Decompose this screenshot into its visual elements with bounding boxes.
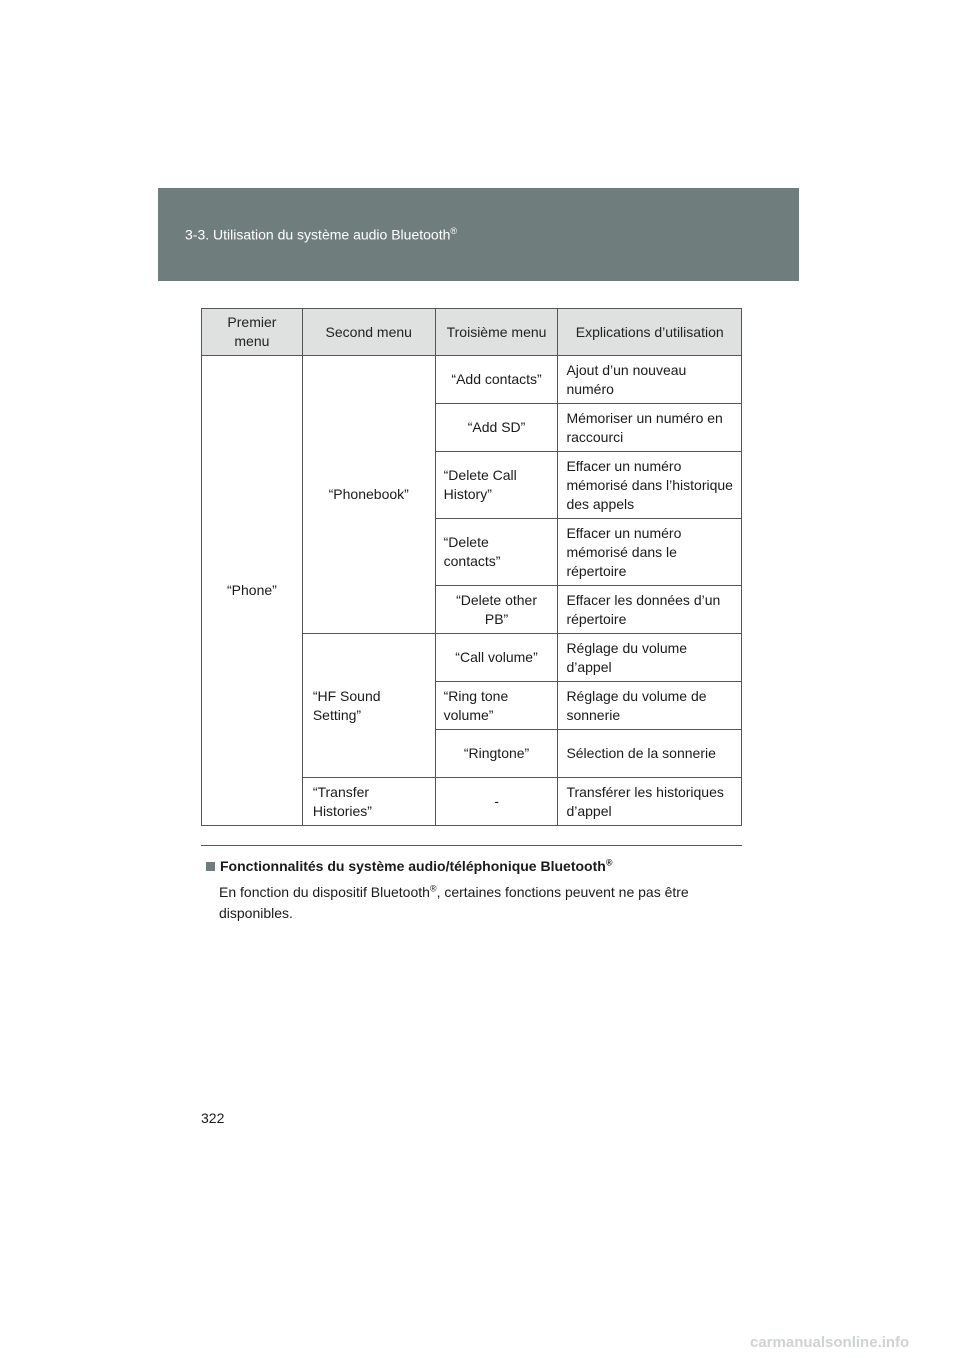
watermark: carmanualsonline.info xyxy=(750,1334,910,1351)
section-header-band xyxy=(158,188,799,281)
section-paragraph xyxy=(219,882,746,924)
third-menu-cell: “Call volume” xyxy=(435,634,558,682)
bluetooth-features-section xyxy=(206,856,746,924)
third-menu-cell: “Delete contacts” xyxy=(435,519,558,586)
explanation-cell: Sélection de la sonnerie xyxy=(558,730,742,778)
explanation-cell: Transférer les historiques d’appel xyxy=(558,778,742,826)
registered-mark: ® xyxy=(605,857,613,868)
paragraph-text-start: En fonction du dispositif Bluetooth xyxy=(219,884,430,900)
explanation-cell: Effacer un numéro mémorisé dans le répertoire xyxy=(558,519,742,586)
explanation-cell: Réglage du volume d’appel xyxy=(558,634,742,682)
registered-mark: ® xyxy=(429,883,437,894)
section-divider xyxy=(201,845,742,846)
third-menu-cell: “Ringtone” xyxy=(435,730,558,778)
header-second-menu: Second menu xyxy=(302,309,435,356)
explanation-cell: Réglage du volume de sonnerie xyxy=(558,682,742,730)
explanation-cell: Ajout d’un nouveau numéro xyxy=(558,356,742,404)
third-menu-cell: “Add contacts” xyxy=(435,356,558,404)
explanation-cell: Mémoriser un numéro en raccourci xyxy=(558,404,742,452)
paragraph-text-end: , certaines fonctions peuvent ne pas être disponibles. xyxy=(219,884,689,921)
square-bullet-icon xyxy=(206,862,215,871)
second-menu-cell: “HF Sound Setting” xyxy=(302,634,435,778)
table-header-row xyxy=(202,309,742,356)
section-header-title xyxy=(185,226,457,243)
explanation-cell: Effacer les données d’un répertoire xyxy=(558,586,742,634)
table-row xyxy=(202,356,742,404)
third-menu-cell: - xyxy=(435,778,558,826)
third-menu-cell: “Add SD” xyxy=(435,404,558,452)
second-menu-cell: “Transfer Histories” xyxy=(302,778,435,826)
page-number: 322 xyxy=(201,1110,225,1126)
header-first-menu: Premier menu xyxy=(202,309,303,356)
section-header-title-text: 3-3. Utilisation du système audio Bluetooth xyxy=(185,226,451,243)
third-menu-cell: “Ring tone volume” xyxy=(435,682,558,730)
third-menu-cell: “Delete Call History” xyxy=(435,452,558,519)
section-heading xyxy=(206,856,746,877)
third-menu-cell: “Delete other PB” xyxy=(435,586,558,634)
header-explanations: Explications d’utilisation xyxy=(558,309,742,356)
header-third-menu: Troisième menu xyxy=(435,309,558,356)
registered-mark: ® xyxy=(450,226,458,236)
section-heading-text: Fonctionnalités du système audio/téléphonique Bluetooth xyxy=(220,858,606,874)
explanation-cell: Effacer un numéro mémorisé dans l’historique des appels xyxy=(558,452,742,519)
menu-table xyxy=(201,308,742,826)
second-menu-cell: “Phonebook” xyxy=(302,356,435,634)
first-menu-cell: “Phone” xyxy=(202,356,303,826)
